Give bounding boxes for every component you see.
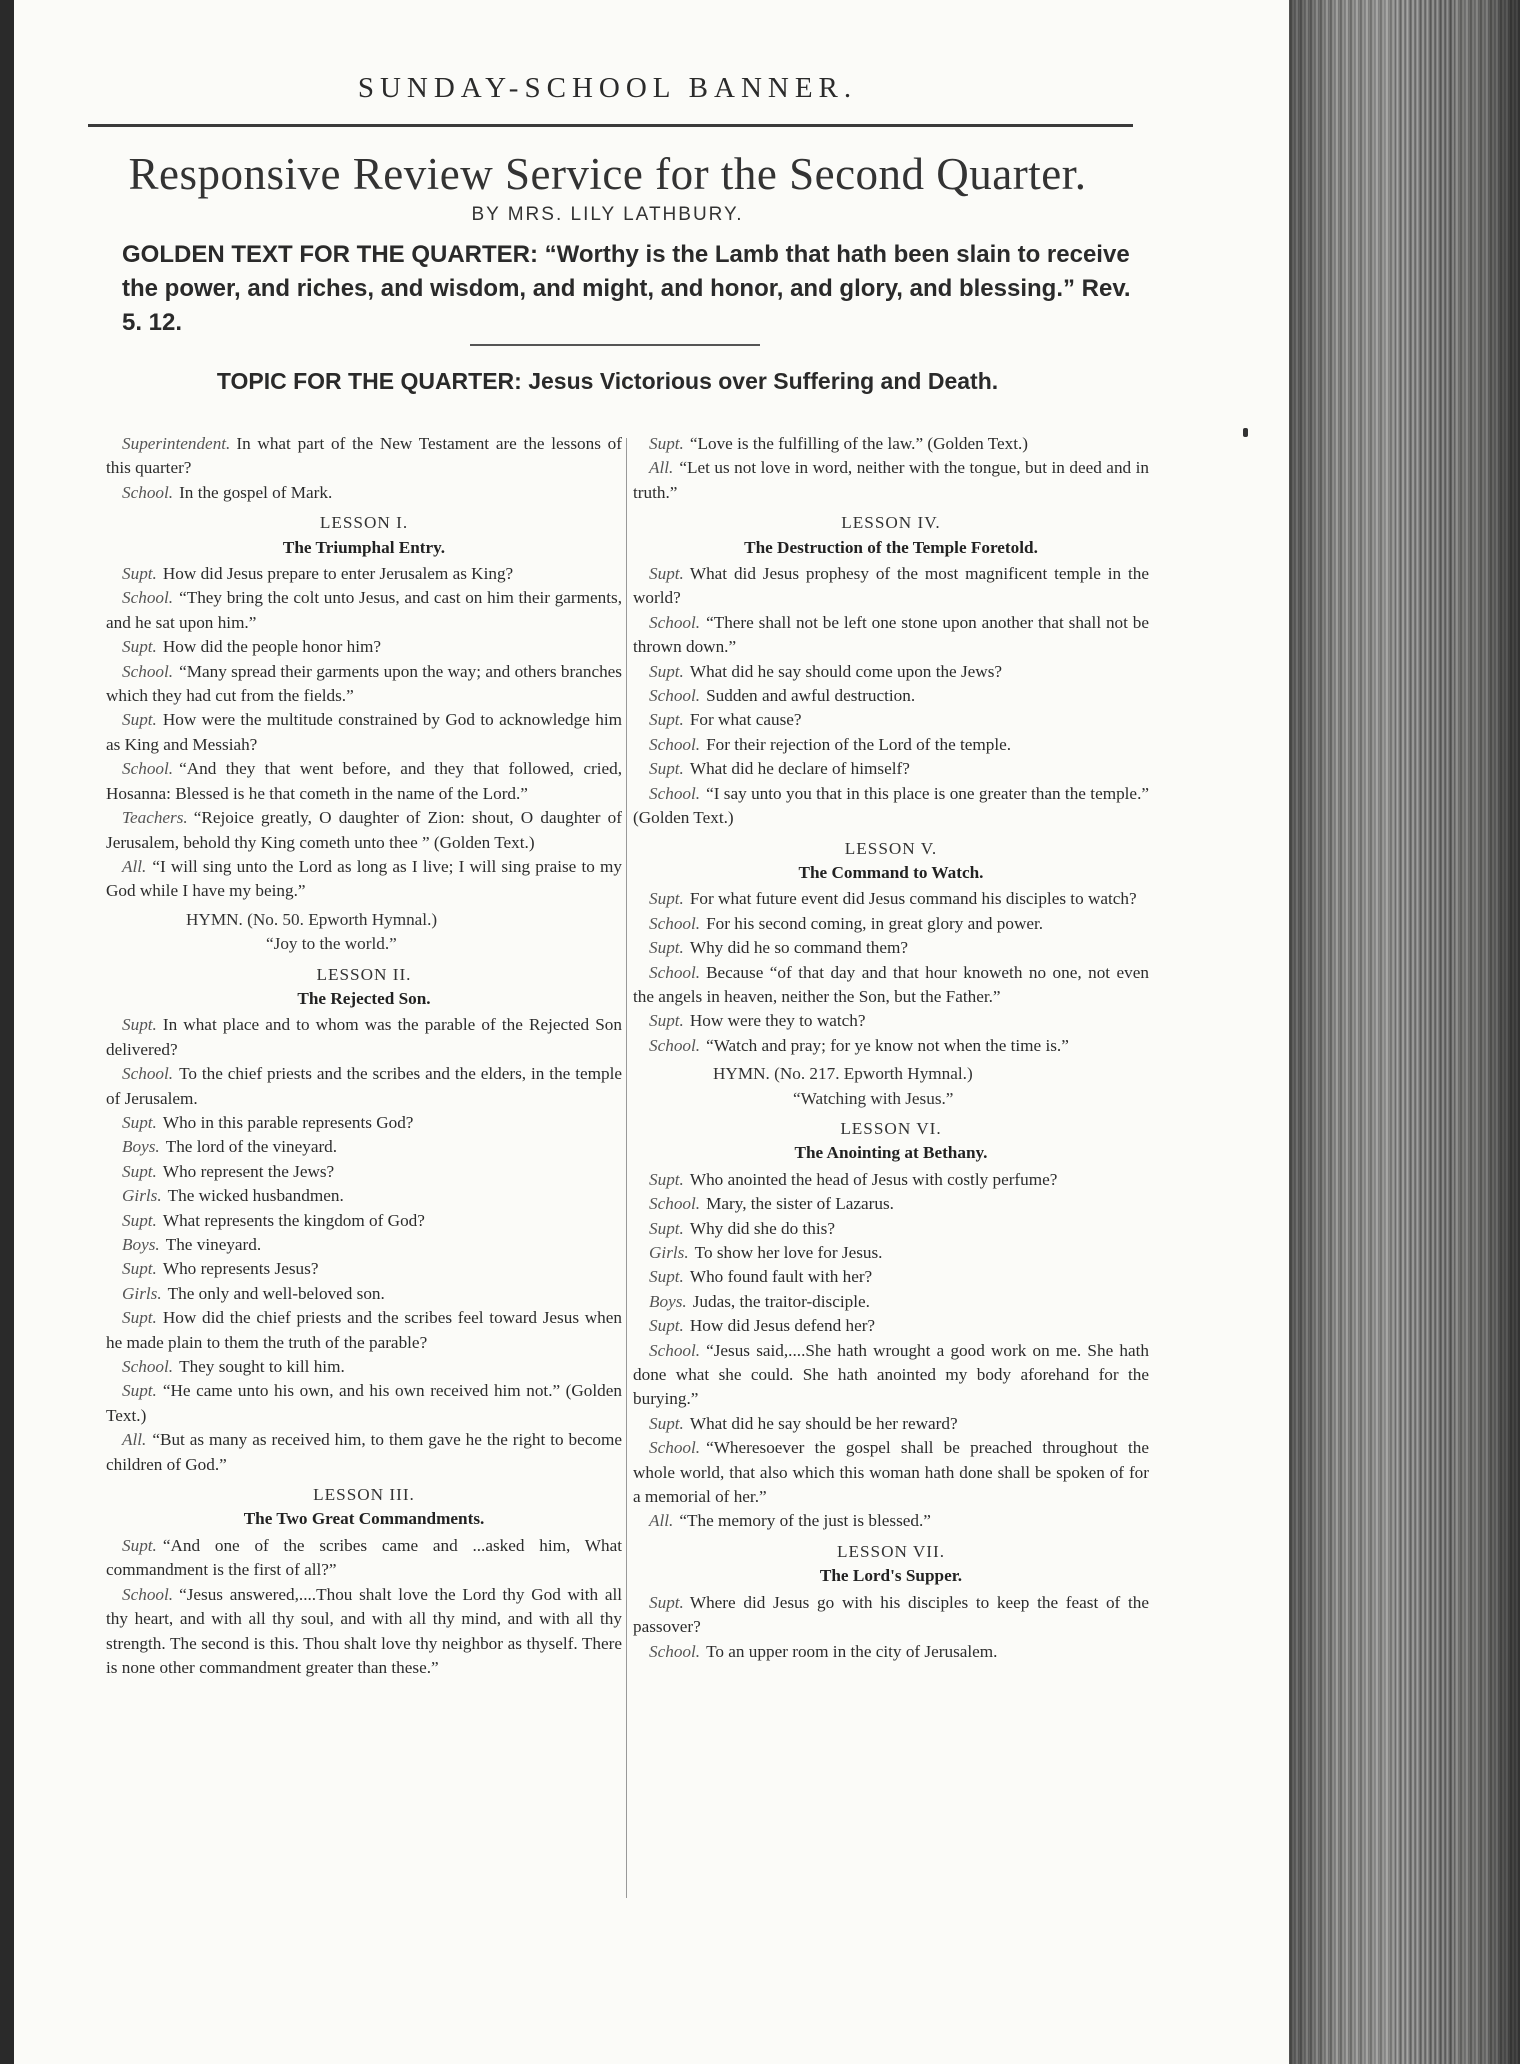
line-text: “I say unto you that in this place is one greater than the temple.” (Golden Text.) bbox=[633, 783, 1149, 828]
speaker: Supt. bbox=[122, 1210, 157, 1230]
dialogue-line bbox=[633, 1509, 1149, 1533]
speaker: Supt. bbox=[649, 759, 684, 779]
dialogue-line bbox=[106, 806, 622, 855]
lesson-title: The Anointing at Bethany. bbox=[794, 1143, 988, 1163]
line-text: “Love is the fulfilling of the law.” (Golden Text.) bbox=[689, 434, 1029, 453]
topic: TOPIC FOR THE QUARTER: Jesus Victorious over Suffering and Death. bbox=[216, 368, 999, 394]
line-text: To the chief priests and the scribes and the elders, in the temple of Jerusalem. bbox=[106, 1064, 622, 1108]
dialogue-line bbox=[106, 1379, 622, 1428]
dialogue-line bbox=[633, 1436, 1149, 1509]
lesson-3-continued bbox=[633, 432, 1149, 505]
speaker: Girls. bbox=[649, 1243, 689, 1262]
line-text: “Many spread their garments upon the way; and others branches which they had cut from the fields.” bbox=[106, 661, 622, 706]
speaker: Supt. bbox=[649, 1011, 684, 1031]
line-text: Who in this parable represents God? bbox=[162, 1112, 414, 1132]
speaker: Teachers. bbox=[122, 808, 188, 828]
masthead: SUNDAY-SCHOOL BANNER. bbox=[357, 72, 858, 104]
line-text: “I will sing unto the Lord as long as I live; I will sing praise to my God while I have my being.” bbox=[106, 856, 622, 901]
lesson-2 bbox=[106, 963, 622, 1478]
line-text: How were the multitude constrained by God to acknowledge him as King and Messiah? bbox=[106, 710, 622, 754]
dialogue-line bbox=[106, 757, 622, 806]
line-text: What did Jesus prophesy of the most magnificent temple in the world? bbox=[633, 564, 1149, 608]
speaker: All. bbox=[649, 1511, 674, 1531]
speaker: School. bbox=[122, 588, 174, 608]
dialogue-line bbox=[106, 1306, 622, 1355]
article-title: Responsive Review Service for the Second Quarter. bbox=[128, 149, 1087, 199]
speaker: School. bbox=[649, 962, 701, 982]
line-text: Who represents Jesus? bbox=[162, 1259, 319, 1279]
line-text: “Jesus said,....She hath wrought a good work on me. She hath done what she could. She hath anointed my body aforehand for the burying.” bbox=[633, 1340, 1149, 1409]
dialogue-line bbox=[633, 456, 1149, 505]
dialogue-line bbox=[633, 562, 1149, 611]
dialogue-line bbox=[633, 432, 1149, 456]
speaker: Supt. bbox=[122, 1259, 157, 1279]
line-text: Who represent the Jews? bbox=[162, 1161, 335, 1181]
line-text: Mary, the sister of Lazarus. bbox=[706, 1194, 894, 1214]
lesson-label: LESSON III. bbox=[313, 1485, 415, 1505]
speaker: Supt. bbox=[649, 434, 684, 453]
dialogue-line bbox=[106, 1184, 622, 1208]
speaker: Supt. bbox=[122, 1535, 157, 1555]
speaker: School. bbox=[649, 734, 701, 754]
dialogue-line bbox=[633, 660, 1149, 684]
line-text: How did the chief priests and the scribes feel toward Jesus when he made plain to them the truth of the parable? bbox=[106, 1308, 622, 1352]
line-text: To show her love for Jesus. bbox=[694, 1243, 883, 1262]
speaker: School. bbox=[649, 1340, 701, 1360]
lesson-4 bbox=[633, 511, 1149, 830]
speaker: Supt. bbox=[649, 710, 684, 730]
lesson-label: LESSON V. bbox=[844, 838, 938, 858]
dialogue-line bbox=[633, 912, 1149, 936]
speaker: Supt. bbox=[122, 1161, 157, 1181]
speaker: Supt. bbox=[122, 1112, 157, 1132]
dialogue-line bbox=[633, 1168, 1149, 1192]
speaker: Superintendent. bbox=[122, 434, 231, 453]
speaker: School. bbox=[122, 661, 174, 681]
dialogue-line bbox=[106, 1355, 622, 1379]
speaker: Supt. bbox=[122, 637, 157, 657]
dialogue-line bbox=[106, 1233, 622, 1257]
dialogue-line bbox=[106, 432, 622, 481]
line-text: For what future event did Jesus command his disciples to watch? bbox=[689, 889, 1137, 909]
lesson-label: LESSON VI. bbox=[840, 1118, 942, 1138]
speaker: All. bbox=[122, 856, 147, 876]
dialogue-line bbox=[633, 1241, 1149, 1265]
dialogue-line bbox=[106, 855, 622, 904]
line-text: “Wheresoever the gospel shall be preached throughout the whole world, that also which this woman hath done shall be spoken of for a memorial of her.” bbox=[633, 1438, 1149, 1507]
dialogue-line bbox=[106, 562, 622, 586]
line-text: “And they that went before, and they that followed, cried, Hosanna: Blessed is he that cometh in the name of the Lord.” bbox=[106, 759, 622, 803]
line-text: The only and well-beloved son. bbox=[167, 1283, 385, 1303]
line-text: “But as many as received him, to them gave he the right to become children of God.” bbox=[106, 1430, 622, 1474]
line-text: “The memory of the just is blessed.” bbox=[679, 1511, 931, 1531]
speaker: School. bbox=[122, 1064, 174, 1084]
line-text: “And one of the scribes came and ...asked him, What commandment is the first of all?” bbox=[106, 1535, 622, 1580]
speaker: Supt. bbox=[649, 1316, 684, 1336]
speaker: Girls. bbox=[122, 1283, 162, 1303]
speaker: Supt. bbox=[649, 1169, 684, 1189]
lesson-title: The Command to Watch. bbox=[798, 862, 984, 882]
speaker: Boys. bbox=[122, 1235, 160, 1254]
line-text: What did he say should be her reward? bbox=[689, 1413, 958, 1433]
speaker: School. bbox=[649, 1641, 701, 1661]
line-text: How did Jesus prepare to enter Jerusalem as King? bbox=[162, 564, 514, 584]
lesson-label: LESSON I. bbox=[319, 513, 409, 533]
line-text: For what cause? bbox=[689, 710, 802, 730]
speaker: School. bbox=[649, 686, 701, 706]
line-text: The vineyard. bbox=[165, 1235, 262, 1254]
line-text: They sought to kill him. bbox=[179, 1357, 345, 1377]
line-text: What represents the kingdom of God? bbox=[162, 1210, 425, 1230]
line-text: How did the people honor him? bbox=[162, 637, 382, 657]
lesson-7 bbox=[633, 1540, 1149, 1664]
section-rule bbox=[470, 344, 760, 346]
dialogue-line bbox=[633, 733, 1149, 757]
book-spine-shadow bbox=[0, 0, 14, 2064]
ink-speck bbox=[1243, 428, 1248, 437]
dialogue-line bbox=[633, 961, 1149, 1010]
lesson-5 bbox=[633, 837, 1149, 1059]
intro-section bbox=[106, 432, 622, 505]
lesson-3 bbox=[106, 1483, 622, 1680]
lesson-title: The Triumphal Entry. bbox=[282, 537, 446, 557]
speaker: Supt. bbox=[649, 564, 684, 584]
dialogue-line bbox=[633, 1192, 1149, 1216]
dialogue-line bbox=[106, 1583, 622, 1681]
masthead-rule bbox=[88, 124, 1133, 127]
dialogue-line bbox=[106, 1013, 622, 1062]
speaker: Supt. bbox=[122, 1381, 157, 1401]
left-column bbox=[106, 432, 622, 1680]
speaker: Supt. bbox=[122, 710, 157, 730]
line-text: “Let us not love in word, neither with the tongue, but in deed and in truth.” bbox=[633, 458, 1149, 502]
speaker: All. bbox=[122, 1430, 147, 1450]
dialogue-line bbox=[106, 1534, 622, 1583]
hymn-label: HYMN. (No. 217. Epworth Hymnal.) bbox=[713, 1064, 973, 1084]
speaker: Supt. bbox=[122, 1015, 157, 1035]
dialogue-line bbox=[106, 1209, 622, 1233]
line-text: “They bring the colt unto Jesus, and cast on him their garments, and he sat upon him.” bbox=[106, 588, 622, 632]
line-text: In what place and to whom was the parable of the Rejected Son delivered? bbox=[106, 1015, 622, 1059]
dialogue-line bbox=[106, 708, 622, 757]
line-text: The lord of the vineyard. bbox=[165, 1137, 338, 1157]
speaker: Supt. bbox=[649, 938, 684, 958]
line-text: Judas, the traitor-disciple. bbox=[692, 1291, 870, 1311]
dialogue-line bbox=[106, 1257, 622, 1281]
speaker: Supt. bbox=[122, 1308, 157, 1328]
byline: BY MRS. LILY LATHBURY. bbox=[471, 204, 744, 225]
dialogue-line bbox=[106, 1428, 622, 1477]
lesson-title: The Lord's Supper. bbox=[819, 1566, 963, 1586]
speaker: School. bbox=[122, 482, 174, 502]
line-text: Where did Jesus go with his disciples to keep the feast of the passover? bbox=[633, 1592, 1149, 1637]
lesson-label: LESSON IV. bbox=[841, 513, 941, 533]
dialogue-line bbox=[633, 1412, 1149, 1436]
speaker: School. bbox=[122, 759, 174, 779]
dialogue-line bbox=[106, 481, 622, 505]
speaker: Supt. bbox=[649, 1592, 684, 1612]
line-text: “Jesus answered,....Thou shalt love the Lord thy God with all thy heart, and with all thy soul, and with all thy mind, and with all thy strength. The second is this. Thou shalt love thy neighbor as thyself. There is none other commandment greater than these.” bbox=[106, 1584, 622, 1677]
dialogue-line bbox=[106, 1282, 622, 1306]
dialogue-line bbox=[633, 936, 1149, 960]
dialogue-line bbox=[633, 1009, 1149, 1033]
speaker: Girls. bbox=[122, 1186, 162, 1206]
column-divider bbox=[626, 438, 627, 1898]
line-text: What did he say should come upon the Jews? bbox=[689, 661, 1003, 681]
line-text: To an upper room in the city of Jerusalem. bbox=[706, 1641, 998, 1661]
line-text: Who anointed the head of Jesus with costly perfume? bbox=[689, 1169, 1058, 1189]
dialogue-line bbox=[633, 1290, 1149, 1314]
speaker: Supt. bbox=[649, 661, 684, 681]
dialogue-line bbox=[106, 1160, 622, 1184]
line-text: In what part of the New Testament are the lessons of this quarter? bbox=[106, 434, 622, 478]
speaker: School. bbox=[649, 1194, 701, 1214]
dialogue-line bbox=[633, 708, 1149, 732]
line-text: Because “of that day and that hour knoweth no one, not even the angels in heaven, neither the Son, but the Father.” bbox=[633, 962, 1149, 1006]
speaker: Supt. bbox=[649, 1218, 684, 1238]
speaker: Boys. bbox=[122, 1137, 160, 1157]
lesson-title: The Destruction of the Temple Foretold. bbox=[744, 537, 1038, 557]
line-text: What did he declare of himself? bbox=[689, 759, 910, 779]
speaker: Supt. bbox=[649, 1267, 684, 1287]
dialogue-line bbox=[633, 684, 1149, 708]
dialogue-line bbox=[106, 1135, 622, 1159]
dialogue-line bbox=[633, 611, 1149, 660]
dialogue-line bbox=[106, 1062, 622, 1111]
dialogue-line bbox=[106, 586, 622, 635]
line-text: Why did she do this? bbox=[689, 1218, 835, 1238]
line-text: The wicked husbandmen. bbox=[167, 1186, 344, 1206]
dialogue-line bbox=[106, 635, 622, 659]
speaker: School. bbox=[122, 1357, 174, 1377]
speaker: Supt. bbox=[649, 1413, 684, 1433]
line-text: Sudden and awful destruction. bbox=[706, 686, 916, 706]
page-edges-shade bbox=[1289, 0, 1520, 2064]
line-text: Why did he so command them? bbox=[689, 938, 908, 958]
lesson-title: The Two Great Commandments. bbox=[243, 1509, 485, 1529]
hymn-label: HYMN. (No. 50. Epworth Hymnal.) bbox=[186, 909, 438, 929]
dialogue-line bbox=[633, 1217, 1149, 1241]
dialogue-line bbox=[633, 1034, 1149, 1058]
lesson-1 bbox=[106, 511, 622, 904]
line-text: How were they to watch? bbox=[689, 1011, 866, 1031]
dialogue-line bbox=[106, 660, 622, 709]
lesson-title: The Rejected Son. bbox=[297, 988, 431, 1008]
line-text: How did Jesus defend her? bbox=[689, 1316, 876, 1336]
dialogue-line bbox=[633, 782, 1149, 831]
dialogue-line bbox=[633, 1339, 1149, 1412]
line-text: “Rejoice greatly, O daughter of Zion: shout, O daughter of Jerusalem, behold thy King cometh unto thee ” (Golden Text.) bbox=[106, 808, 622, 852]
speaker: School. bbox=[649, 1438, 701, 1458]
lesson-label: LESSON II. bbox=[316, 964, 412, 984]
line-text: “He came unto his own, and his own received him not.” (Golden Text.) bbox=[106, 1381, 622, 1425]
dialogue-line bbox=[633, 1314, 1149, 1338]
speaker: Boys. bbox=[649, 1291, 687, 1311]
golden-text: GOLDEN TEXT FOR THE QUARTER: “Worthy is the Lamb that hath been slain to receive the power, and riches, and wisdom, and might, and honor, and glory, and blessing.” Rev. 5. 12. bbox=[122, 241, 1131, 336]
speaker: School. bbox=[122, 1584, 174, 1604]
dialogue-line bbox=[633, 1640, 1149, 1664]
lesson-6 bbox=[633, 1117, 1149, 1534]
line-text: In the gospel of Mark. bbox=[179, 482, 333, 502]
speaker: School. bbox=[649, 783, 701, 803]
line-text: For his second coming, in great glory and power. bbox=[706, 913, 1044, 933]
speaker: School. bbox=[649, 612, 701, 632]
speaker: All. bbox=[649, 458, 674, 478]
right-column bbox=[633, 432, 1149, 1664]
speaker: School. bbox=[649, 913, 701, 933]
dialogue-line bbox=[633, 757, 1149, 781]
dialogue-line bbox=[633, 887, 1149, 911]
dialogue-line bbox=[633, 1265, 1149, 1289]
dialogue-line bbox=[106, 1111, 622, 1135]
hymn-title: “Joy to the world.” bbox=[266, 934, 397, 954]
lesson-label: LESSON VII. bbox=[836, 1541, 946, 1561]
line-text: For their rejection of the Lord of the temple. bbox=[706, 734, 1012, 754]
dialogue-line bbox=[633, 1591, 1149, 1640]
line-text: “There shall not be left one stone upon another that shall not be thrown down.” bbox=[633, 612, 1149, 657]
speaker: School. bbox=[649, 1035, 701, 1055]
hymn-title: “Watching with Jesus.” bbox=[793, 1088, 954, 1108]
line-text: Who found fault with her? bbox=[689, 1267, 873, 1287]
speaker: Supt. bbox=[122, 564, 157, 584]
speaker: Supt. bbox=[649, 889, 684, 909]
line-text: “Watch and pray; for ye know not when the time is.” bbox=[706, 1035, 1069, 1055]
